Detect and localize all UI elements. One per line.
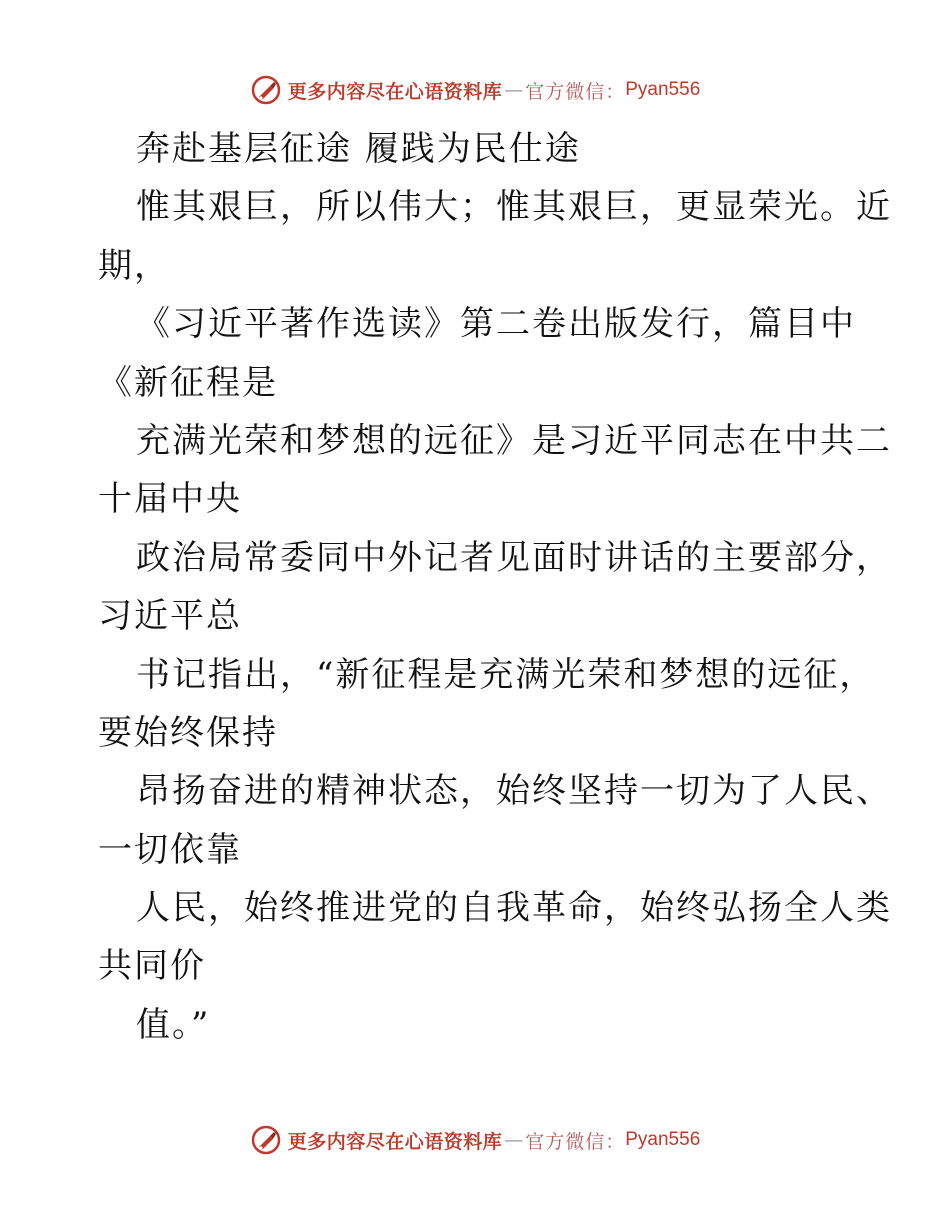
paragraph-line: 惟其艰巨，所以伟大；惟其艰巨，更显荣光。近 xyxy=(136,187,892,228)
paragraph-line: 一切依靠 xyxy=(98,829,242,870)
header-wechat-label: 官方微信： xyxy=(525,80,626,103)
footer-banner xyxy=(0,1122,950,1158)
paragraph-line: 《习近平著作选读》第二卷出版发行，篇目中 xyxy=(136,304,856,345)
paragraph-line: 昂扬奋进的精神状态，始终坚持一切为了人民、 xyxy=(136,771,892,812)
paragraph-line: 人民，始终推进党的自我革命，始终弘扬全人类 xyxy=(136,888,892,929)
header-dash: — xyxy=(504,79,524,101)
fountain-pen-logo-icon xyxy=(250,74,282,106)
header-banner xyxy=(0,72,950,108)
document-body xyxy=(98,120,892,1054)
paragraph-line: 习近平总 xyxy=(98,596,242,637)
paragraph-line: 要始终保持 xyxy=(98,712,278,753)
paragraph-line: 期， xyxy=(98,245,170,286)
paragraph-line: 值。” xyxy=(136,1004,211,1045)
paragraph-line: 十届中央 xyxy=(98,479,242,520)
footer-dash: — xyxy=(504,1129,524,1151)
paragraph-line: 政治局常委同中外记者见面时讲话的主要部分， xyxy=(136,537,892,578)
footer-wechat-label: 官方微信： xyxy=(525,1130,626,1153)
paragraph-line: 《新征程是 xyxy=(98,362,278,403)
paragraph-line: 充满光荣和梦想的远征》是习近平同志在中共二 xyxy=(136,420,892,461)
paragraph-line: 书记指出，“新征程是充满光荣和梦想的远征， xyxy=(136,654,876,695)
footer-brand-text: 更多内容尽在心语资料库 xyxy=(287,1130,503,1153)
document-title: 奔赴基层征途 履践为民仕途 xyxy=(136,129,581,169)
footer-wechat-id: Pyan556 xyxy=(625,1129,701,1150)
paragraph-line: 共同价 xyxy=(98,946,206,987)
fountain-pen-logo-icon xyxy=(250,1124,282,1156)
header-wechat-id: Pyan556 xyxy=(625,79,701,100)
header-brand-text: 更多内容尽在心语资料库 xyxy=(287,80,503,103)
